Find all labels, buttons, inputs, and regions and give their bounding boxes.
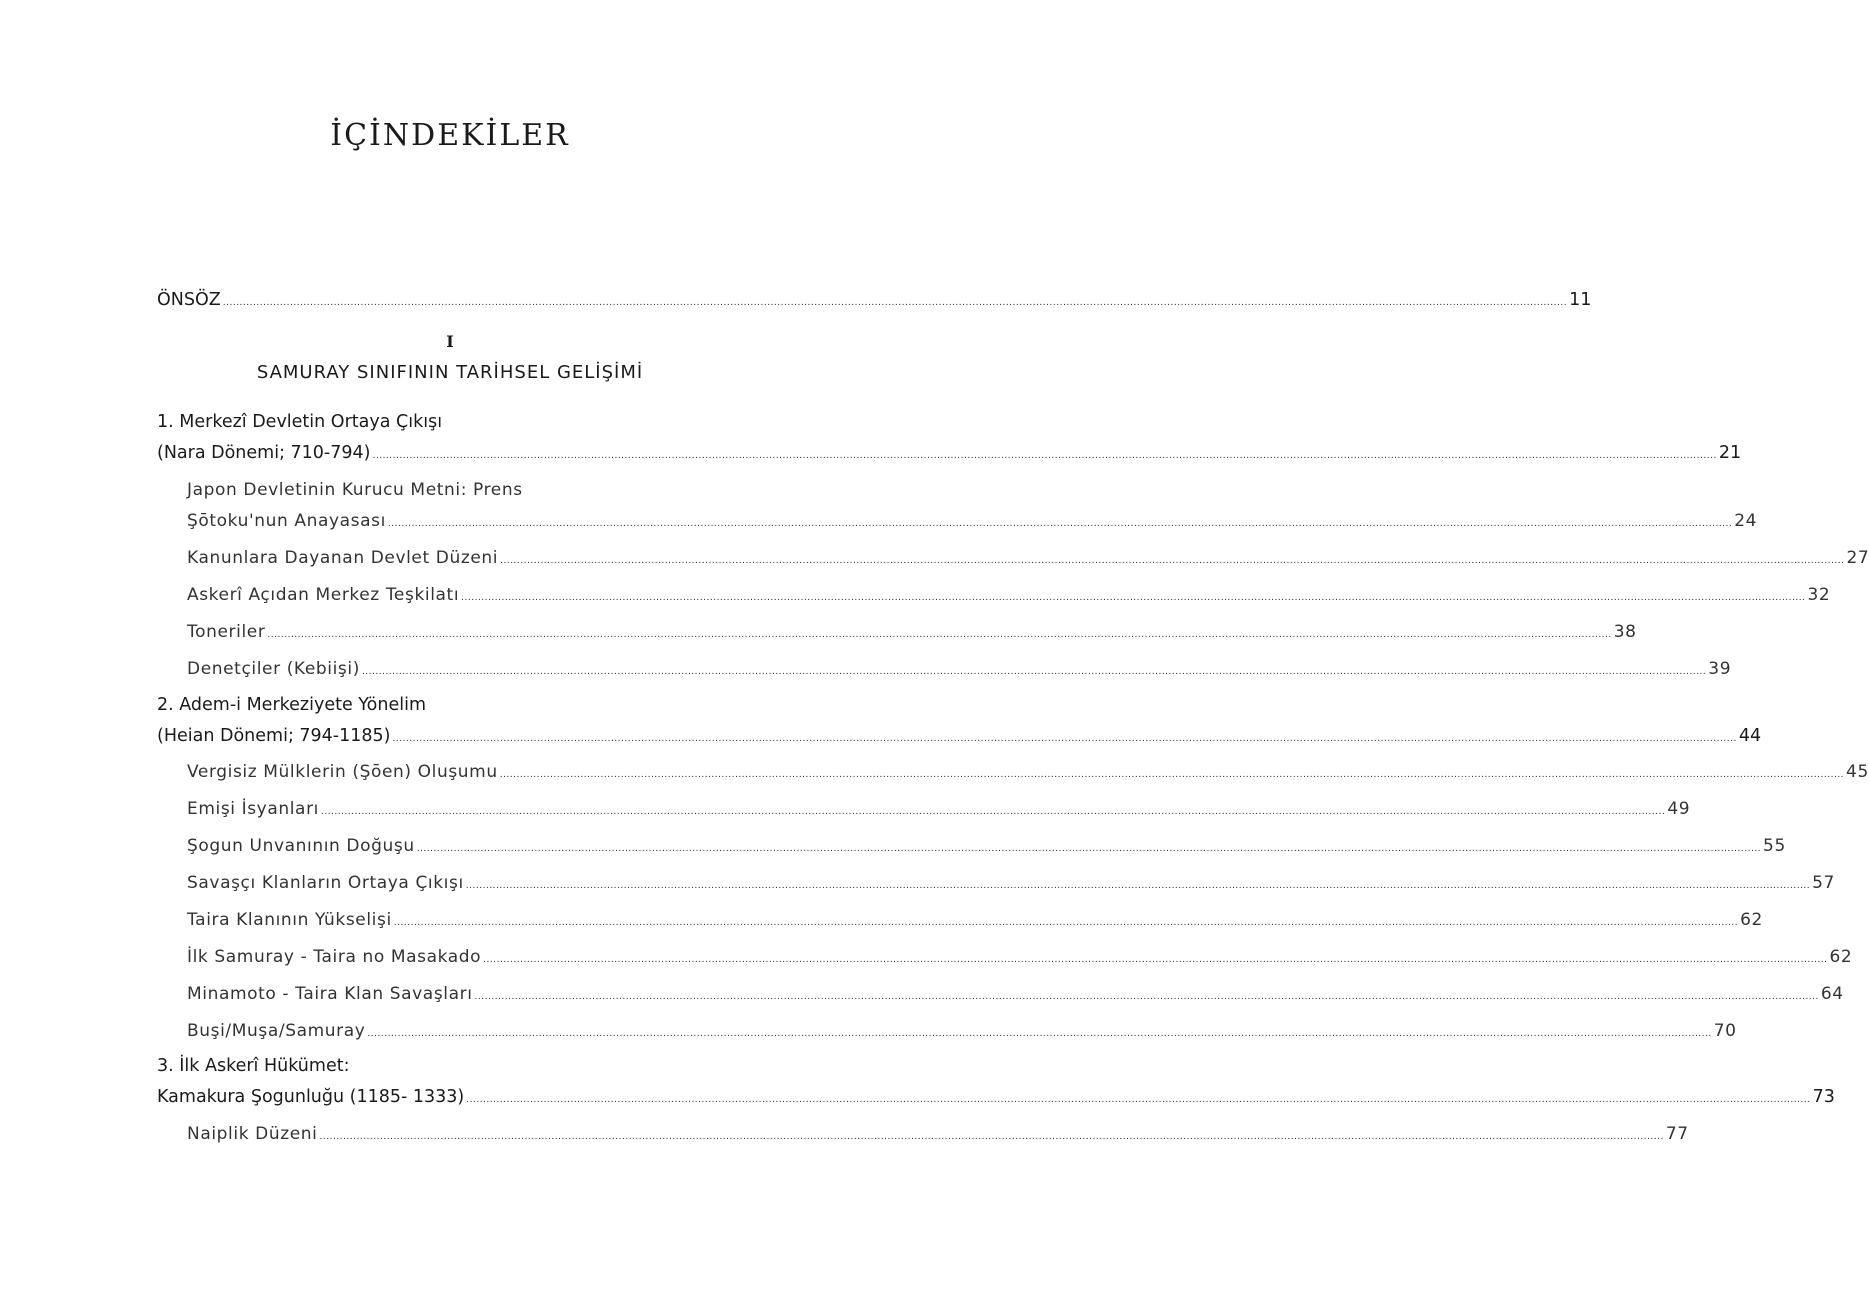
dot-leader: ................................................................................................................................................................................................................................................................................................................................................................................................................ — [222, 298, 1568, 308]
toc-subentry[interactable] — [187, 836, 1786, 856]
toc-subentry[interactable] — [187, 1021, 1737, 1041]
dot-leader: ................................................................................................................................................................................................................................................................................................................................................................................................................ — [466, 1095, 1811, 1105]
dot-leader: ................................................................................................................................................................................................................................................................................................................................................................................................................ — [319, 1132, 1664, 1142]
toc-subentry[interactable] — [187, 511, 1758, 531]
dot-leader: ................................................................................................................................................................................................................................................................................................................................................................................................................ — [416, 844, 1762, 854]
entry-page: 21 — [1718, 443, 1742, 463]
dot-leader: ................................................................................................................................................................................................................................................................................................................................................................................................................ — [372, 451, 1717, 461]
dot-leader: ................................................................................................................................................................................................................................................................................................................................................................................................................ — [361, 667, 1707, 677]
dot-leader: ................................................................................................................................................................................................................................................................................................................................................................................................................ — [474, 992, 1819, 1002]
dot-leader: ................................................................................................................................................................................................................................................................................................................................................................................................................ — [387, 519, 1733, 529]
toc-entry-chapter1[interactable] — [157, 443, 1742, 463]
dot-leader: ................................................................................................................................................................................................................................................................................................................................................................................................................ — [461, 593, 1806, 603]
entry-label: (Nara Dönemi; 710-794) — [157, 443, 371, 463]
toc-entry-chapter3[interactable] — [157, 1087, 1835, 1107]
toc-subentry[interactable] — [187, 548, 1869, 568]
entry-label: Vergisiz Mülklerin (Şōen) Oluşumu — [187, 762, 498, 782]
chapter-title-line1: 3. İlk Askerî Hükümet: — [157, 1056, 350, 1076]
entry-page: 45 — [1846, 762, 1869, 782]
entry-page: 44 — [1738, 726, 1762, 746]
entry-page: 62 — [1740, 910, 1763, 930]
entry-page: 73 — [1812, 1087, 1835, 1107]
toc-subentry[interactable] — [187, 659, 1732, 679]
dot-leader: ................................................................................................................................................................................................................................................................................................................................................................................................................ — [320, 807, 1666, 817]
entry-page: 70 — [1713, 1021, 1737, 1041]
dot-leader: ................................................................................................................................................................................................................................................................................................................................................................................................................ — [267, 630, 1612, 640]
toc-subentry[interactable] — [187, 947, 1853, 967]
entry-label: Denetçiler (Kebiişi) — [187, 659, 360, 679]
toc-subentry[interactable] — [187, 762, 1869, 782]
entry-page: 49 — [1667, 799, 1691, 819]
toc-subentry[interactable] — [187, 984, 1844, 1004]
toc-entry-preface[interactable] — [157, 290, 1592, 310]
toc-subentry[interactable] — [187, 585, 1831, 605]
entry-label: Kamakura Şogunluğu (1185- 1333) — [157, 1087, 465, 1107]
entry-page: 64 — [1820, 984, 1844, 1004]
entry-label: Minamoto - Taira Klan Savaşları — [187, 984, 473, 1004]
entry-label: Kanunlara Dayanan Devlet Düzeni — [187, 548, 499, 568]
chapter-title-line1: 1. Merkezî Devletin Ortaya Çıkışı — [157, 412, 443, 432]
toc-entry-chapter2[interactable] — [157, 726, 1762, 746]
toc-subentry[interactable] — [187, 1124, 1689, 1144]
dot-leader: ................................................................................................................................................................................................................................................................................................................................................................................................................ — [483, 955, 1828, 965]
chapter-title-line1: 2. Adem-i Merkeziyete Yönelim — [157, 695, 426, 715]
entry-label: Emişi İsyanları — [187, 799, 319, 819]
entry-label: Toneriler — [187, 622, 266, 642]
dot-leader: ................................................................................................................................................................................................................................................................................................................................................................................................................ — [500, 556, 1845, 566]
dot-leader: ................................................................................................................................................................................................................................................................................................................................................................................................................ — [367, 1029, 1712, 1039]
entry-page: 57 — [1812, 873, 1835, 893]
entry-label: Savaşçı Klanların Ortaya Çıkışı — [187, 873, 464, 893]
entry-label: Şōtoku'nun Anayasası — [187, 511, 386, 531]
toc-subentry[interactable] — [187, 799, 1691, 819]
page-title: İÇİNDEKİLER — [330, 118, 570, 153]
entry-label: ÖNSÖZ — [157, 290, 221, 310]
dot-leader: ................................................................................................................................................................................................................................................................................................................................................................................................................ — [393, 918, 1739, 928]
entry-page: 39 — [1708, 659, 1732, 679]
entry-label: (Heian Dönemi; 794-1185) — [157, 726, 391, 746]
part-number: I — [446, 332, 454, 351]
entry-page: 77 — [1665, 1124, 1689, 1144]
entry-page: 24 — [1734, 511, 1758, 531]
subentry-line1: Japon Devletinin Kurucu Metni: Prens — [187, 480, 523, 500]
entry-page: 11 — [1569, 290, 1592, 310]
entry-label: İlk Samuray - Taira no Masakado — [187, 947, 482, 967]
entry-label: Askerî Açıdan Merkez Teşkilatı — [187, 585, 460, 605]
dot-leader: ................................................................................................................................................................................................................................................................................................................................................................................................................ — [499, 770, 1845, 780]
entry-page: 38 — [1613, 622, 1637, 642]
entry-page: 55 — [1763, 836, 1786, 856]
toc-subentry[interactable] — [187, 910, 1763, 930]
dot-leader: ................................................................................................................................................................................................................................................................................................................................................................................................................ — [465, 881, 1811, 891]
part-title: SAMURAY SINIFININ TARİHSEL GELİŞİMİ — [256, 362, 644, 383]
entry-label: Taira Klanının Yükselişi — [187, 910, 392, 930]
dot-leader: ................................................................................................................................................................................................................................................................................................................................................................................................................ — [392, 734, 1737, 744]
toc-subentry[interactable] — [187, 622, 1637, 642]
entry-label: Naiplik Düzeni — [187, 1124, 318, 1144]
toc-subentry[interactable] — [187, 873, 1835, 893]
entry-page: 62 — [1829, 947, 1853, 967]
entry-label: Buşi/Muşa/Samuray — [187, 1021, 366, 1041]
entry-label: Şogun Unvanının Doğuşu — [187, 836, 415, 856]
entry-page: 27 — [1846, 548, 1869, 568]
entry-page: 32 — [1807, 585, 1831, 605]
